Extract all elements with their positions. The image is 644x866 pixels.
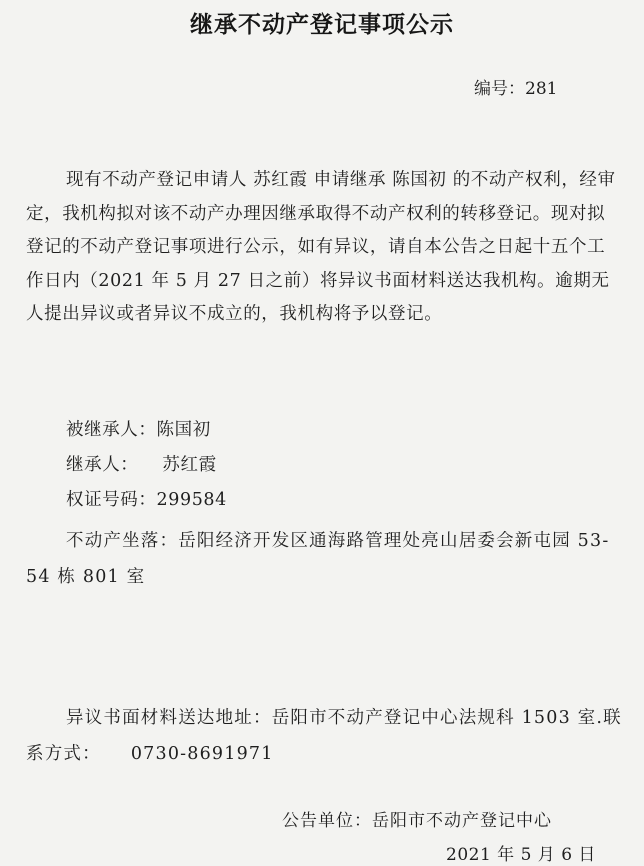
serial-label: 编号： (474, 79, 525, 99)
contact-address: 岳阳市不动产登记中心法规科 1503 室. (271, 708, 604, 728)
issuer-label: 公告单位： (282, 811, 372, 831)
serial-value: 281 (525, 79, 558, 99)
contact-phone: 0730-8691971 (130, 744, 274, 764)
contact-block (26, 700, 630, 772)
cert-label: 权证号码： (66, 490, 157, 510)
location-block (26, 523, 630, 595)
body-rest: 的不动产权利，经审定，我机构拟对该不动产办理因继承取得不动产权利的转移登记。现对拟登记的不动产登记事项进行公示，如有异议，请自本公告之日起十五个工作日内（2021 年 5 月 27 日之前）将异议书面材料送达我机构。逾期无人提出异议或者异议不成立的，我机构将予以登记。 (26, 170, 616, 324)
body-applicant: 苏红霞 (253, 170, 308, 190)
issuer-name: 岳阳市不动产登记中心 (372, 811, 552, 831)
notice-body (26, 164, 622, 332)
contact-phone-label: 联系方式： (26, 708, 622, 764)
decedent-label: 被继承人： (66, 420, 157, 440)
cert-value: 299584 (156, 490, 227, 510)
heir-label: 继承人： (66, 455, 139, 475)
body-intro: 现有不动产登记申请人 (66, 170, 247, 190)
location-value: 岳阳经济开发区通海路管理处亮山居委会新屯园 53-54 栋 801 室 (26, 531, 610, 587)
heir-row (66, 451, 217, 476)
decedent-row (66, 416, 211, 441)
serial-number (474, 74, 557, 99)
decedent-value: 陈国初 (156, 420, 211, 440)
contact-label: 异议书面材料送达地址： (66, 708, 272, 728)
issuer-line (282, 806, 552, 831)
body-deceased: 陈国初 (392, 170, 447, 190)
cert-row (66, 486, 227, 511)
location-label: 不动产坐落： (66, 531, 179, 551)
body-mid: 申请继承 (313, 170, 387, 190)
page-title: 继承不动产登记事项公示 (190, 12, 454, 38)
notice-date: 2021 年 5 月 6 日 (446, 845, 596, 865)
heir-value: 苏红霞 (162, 455, 217, 475)
